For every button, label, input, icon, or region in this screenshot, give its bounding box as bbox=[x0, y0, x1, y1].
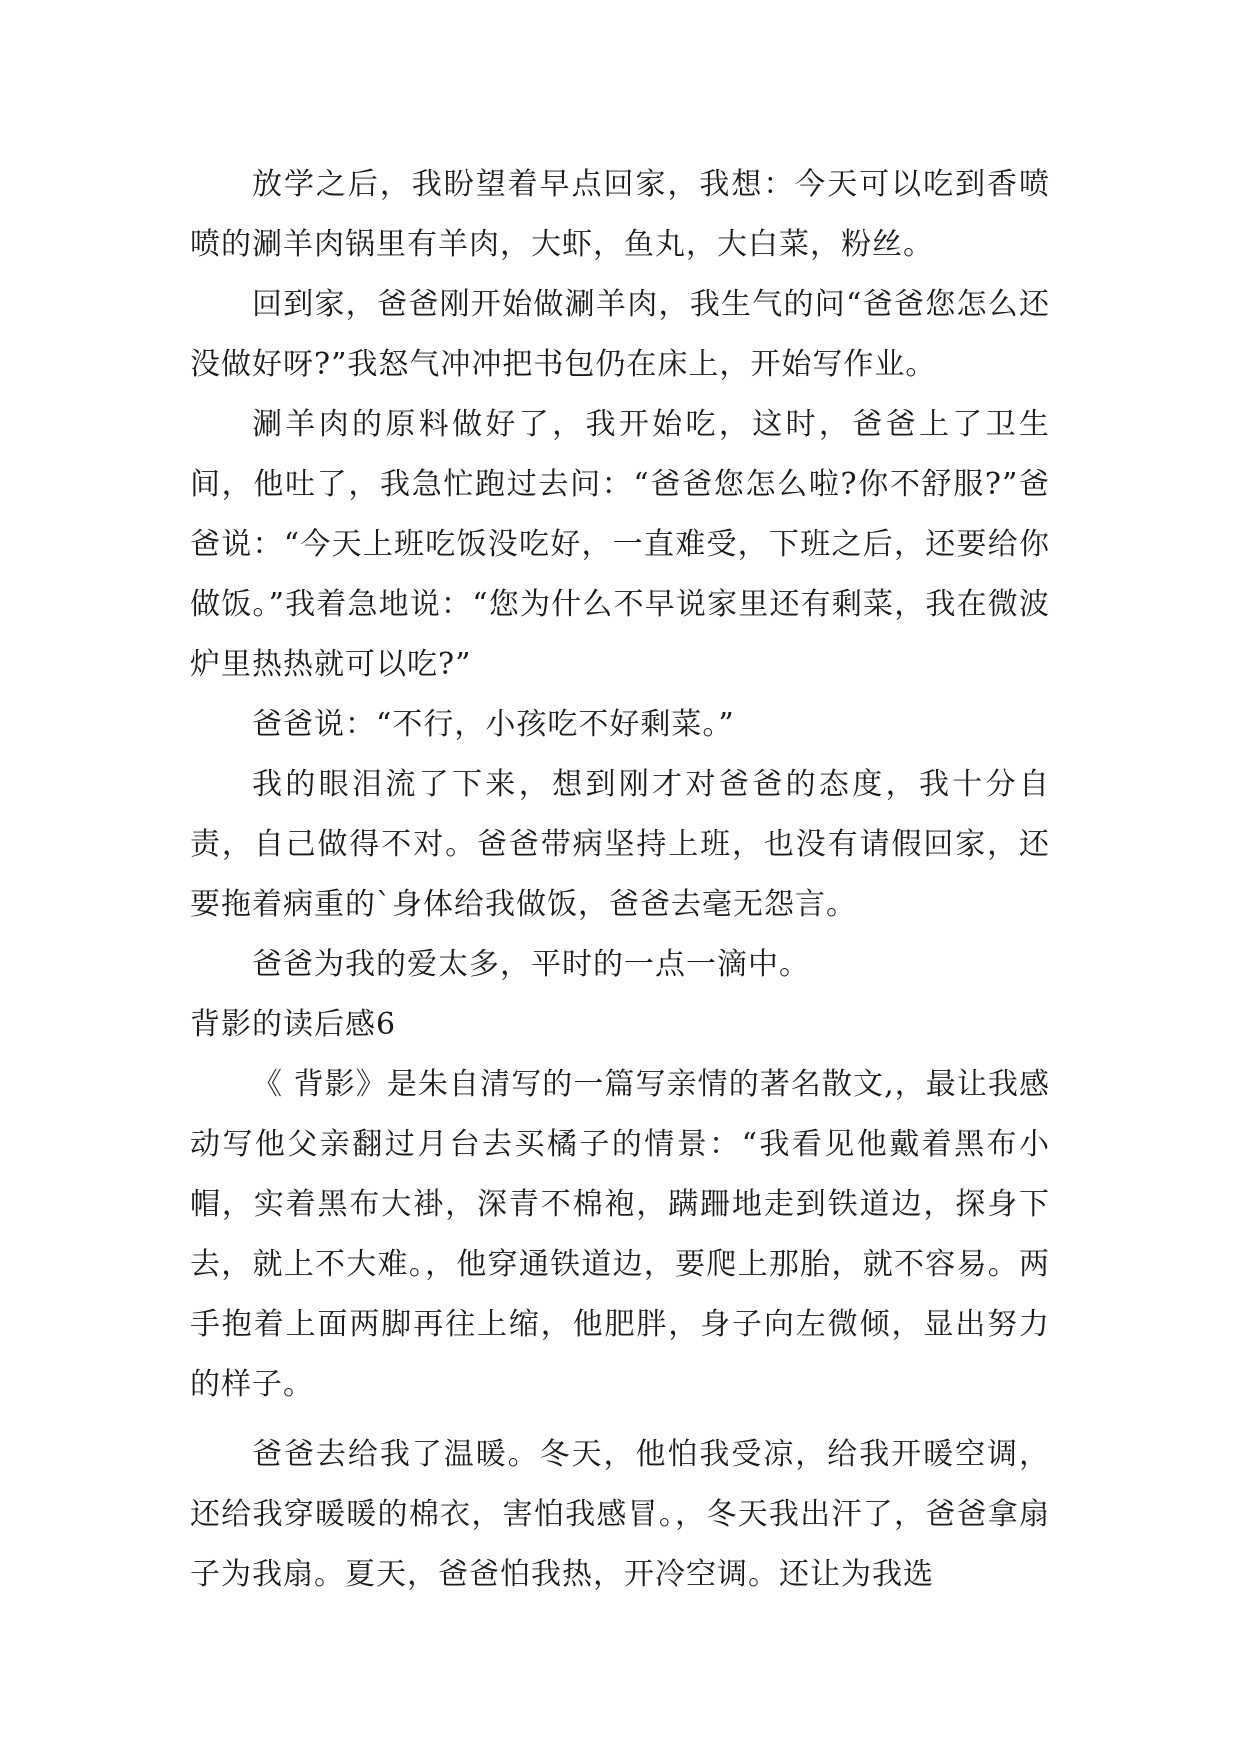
paragraph-8: 爸爸去给我了温暖。冬天，他怕我受凉，给我开暖空调，还给我穿暖暖的棉衣，害怕我感冒。，冬天我出汗了，爸爸拿扇子为我扇。夏天，爸爸怕我热，开冷空调。还让为我选 bbox=[190, 1437, 1050, 1592]
paragraph-5: 我的眼泪流了下来，想到刚才对爸爸的态度，我十分自责，自己做得不对。爸爸带病坚持上班，也没有请假回家，还要拖着病重的`身体给我做饭，爸爸去毫无怨言。 bbox=[190, 767, 1050, 922]
section-heading: 背影的读后感6 bbox=[190, 1007, 397, 1042]
paragraph-1: 放学之后，我盼望着早点回家，我想：今天可以吃到香喷喷的涮羊肉锅里有羊肉，大虾，鱼丸，大白菜，粉丝。 bbox=[190, 167, 1050, 262]
paragraph-7: 《 背影》是朱自清写的一篇写亲情的著名散文,，最让我感动写他父亲翻过月台去买橘子的情景：“我看见他戴着黑布小帽，实着黑布大褂，深青不棉袍，蹒跚地走到铁道边，探身下去，就上不大难。，他穿通铁道边，要爬上那胎，就不容易。两手抱着上面两脚再往上缩，他肥胖，身子向左微倾，显出努力的样子。 bbox=[190, 1067, 1050, 1402]
paragraph-3: 涮羊肉的原料做好了，我开始吃，这时，爸爸上了卫生间，他吐了，我急忙跑过去问：“爸爸您怎么啦?你不舒服?”爸爸说：“今天上班吃饭没吃好，一直难受，下班之后，还要给你做饭。”我着急地说：“您为什么不早说家里还有剩菜，我在微波炉里热热就可以吃?” bbox=[190, 407, 1050, 682]
paragraph-4: 爸爸说：“不行，小孩吃不好剩菜。” bbox=[252, 707, 735, 742]
paragraph-6: 爸爸为我的爱太多，平时的一点一滴中。 bbox=[252, 947, 810, 982]
paragraph-2: 回到家，爸爸刚开始做涮羊肉，我生气的问“爸爸您怎么还没做好呀?”我怒气冲冲把书包仍在床上，开始写作业。 bbox=[190, 287, 1050, 382]
document-body bbox=[190, 155, 1050, 1605]
